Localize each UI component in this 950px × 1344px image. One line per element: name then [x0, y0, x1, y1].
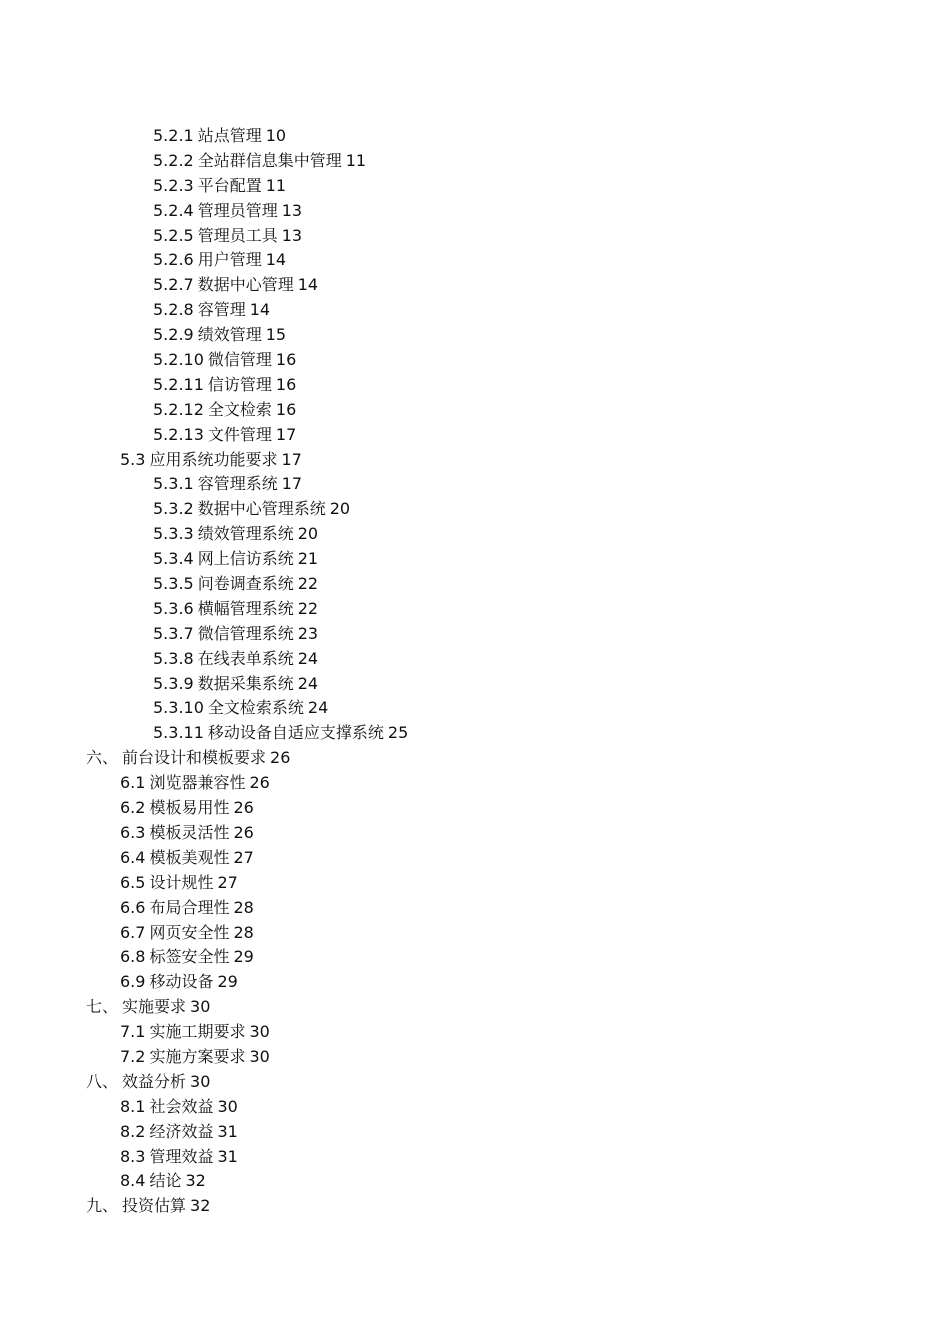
toc-entry-page: 24: [297, 673, 319, 693]
toc-entry-page: 27: [233, 847, 254, 867]
toc-entry-number: 8.4: [120, 1171, 146, 1191]
toc-entry-title: 绩效管理系统: [197, 524, 294, 544]
toc-entry-page: 26: [233, 798, 254, 818]
toc-entry-title: 移动设备自适应支撑系统: [207, 723, 384, 743]
toc-entry-title: 管理员管理: [197, 200, 278, 220]
toc-entry-title: 结论: [149, 1171, 182, 1191]
toc-entry-title: 实施方案要求: [149, 1046, 246, 1066]
toc-entry[interactable]: [0, 1020, 950, 1045]
toc-entry-title: 容管理系统: [197, 474, 278, 494]
toc-entry-page: 23: [297, 623, 319, 643]
toc-entry-number: 6.6: [120, 897, 146, 917]
toc-entry-number: 5.3.11: [153, 723, 204, 743]
toc-entry[interactable]: [0, 696, 950, 721]
toc-entry-page: 30: [190, 997, 211, 1017]
toc-entry-page: 13: [281, 225, 303, 245]
toc-entry-number: 九、: [86, 1196, 119, 1216]
toc-entry[interactable]: [0, 448, 950, 473]
toc-entry-page: 14: [265, 250, 287, 270]
table-of-contents: [0, 124, 950, 1219]
toc-entry[interactable]: [0, 995, 950, 1020]
toc-entry-title: 前台设计和模板要求: [122, 748, 267, 768]
toc-entry-number: 8.3: [120, 1146, 146, 1166]
toc-entry-page: 22: [297, 598, 319, 618]
toc-entry[interactable]: [0, 1045, 950, 1070]
toc-entry[interactable]: [0, 547, 950, 572]
toc-entry[interactable]: [0, 174, 950, 199]
toc-entry[interactable]: [0, 846, 950, 871]
toc-entry[interactable]: [0, 373, 950, 398]
toc-entry-number: 5.3.1: [153, 474, 194, 494]
toc-entry[interactable]: [0, 647, 950, 672]
toc-entry-page: 16: [275, 374, 297, 394]
toc-entry-title: 全文检索: [207, 399, 272, 419]
toc-entry-number: 5.2.6: [153, 250, 194, 270]
toc-entry-page: 20: [297, 524, 319, 544]
toc-entry[interactable]: [0, 199, 950, 224]
toc-entry-page: 10: [265, 126, 287, 145]
toc-entry-title: 问卷调查系统: [197, 574, 294, 594]
toc-entry-number: 5.2.10: [153, 350, 204, 370]
toc-entry-page: 25: [387, 723, 409, 743]
toc-entry[interactable]: [0, 497, 950, 522]
toc-entry-title: 实施要求: [122, 997, 187, 1017]
toc-entry-page: 28: [233, 922, 254, 942]
toc-entry-title: 容管理: [197, 300, 246, 320]
toc-entry-number: 7.1: [120, 1022, 146, 1042]
toc-entry-title: 模板美观性: [149, 847, 230, 867]
toc-entry[interactable]: [0, 721, 950, 746]
toc-entry-page: 30: [190, 1071, 211, 1091]
toc-entry-number: 5.3.3: [153, 524, 194, 544]
toc-entry-title: 经济效益: [149, 1121, 214, 1141]
toc-entry-page: 14: [297, 275, 319, 295]
toc-entry[interactable]: [0, 124, 950, 149]
toc-entry[interactable]: [0, 248, 950, 273]
toc-entry[interactable]: [0, 746, 950, 771]
toc-entry[interactable]: [0, 323, 950, 348]
toc-entry-title: 模板灵活性: [149, 822, 230, 842]
toc-entry-page: 31: [217, 1121, 238, 1141]
toc-entry[interactable]: [0, 821, 950, 846]
toc-entry-title: 移动设备: [149, 972, 214, 992]
toc-entry-page: 31: [217, 1146, 238, 1166]
toc-entry-title: 网页安全性: [149, 922, 230, 942]
toc-entry-title: 布局合理性: [149, 897, 230, 917]
toc-entry-page: 21: [297, 549, 319, 569]
toc-entry-number: 5.2.2: [153, 150, 194, 170]
toc-entry-number: 7.2: [120, 1046, 146, 1066]
toc-entry[interactable]: [0, 423, 950, 448]
toc-entry-title: 社会效益: [149, 1096, 214, 1116]
toc-entry-page: 30: [249, 1046, 270, 1066]
toc-entry-number: 6.1: [120, 773, 146, 793]
toc-entry[interactable]: [0, 1169, 950, 1194]
toc-entry-page: 28: [233, 897, 254, 917]
toc-entry-number: 5.3.10: [153, 698, 204, 718]
toc-entry-number: 5.3.9: [153, 673, 194, 693]
toc-entry-number: 5.3.2: [153, 499, 194, 519]
toc-entry-page: 22: [297, 574, 319, 594]
toc-entry[interactable]: [0, 1070, 950, 1095]
toc-entry-number: 5.3: [120, 449, 146, 469]
toc-entry-title: 数据中心管理系统: [197, 499, 326, 519]
toc-entry-number: 5.2.11: [153, 374, 204, 394]
toc-entry-number: 6.8: [120, 947, 146, 967]
toc-entry[interactable]: [0, 921, 950, 946]
toc-entry-page: 26: [270, 748, 291, 768]
toc-entry-number: 6.3: [120, 822, 146, 842]
toc-entry-number: 5.3.4: [153, 549, 194, 569]
toc-entry-number: 6.2: [120, 798, 146, 818]
toc-entry-title: 用户管理: [197, 250, 262, 270]
toc-entry-page: 29: [217, 972, 238, 992]
toc-entry-number: 5.3.5: [153, 574, 194, 594]
toc-entry-number: 8.1: [120, 1096, 146, 1116]
toc-entry[interactable]: [0, 945, 950, 970]
toc-entry-page: 17: [281, 449, 302, 469]
toc-entry-number: 6.7: [120, 922, 146, 942]
toc-entry-title: 实施工期要求: [149, 1022, 246, 1042]
toc-entry-title: 设计规性: [149, 872, 214, 892]
toc-entry-number: 5.2.9: [153, 325, 194, 345]
toc-entry-page: 11: [265, 175, 287, 195]
toc-entry-number: 5.2.3: [153, 175, 194, 195]
toc-entry-title: 横幅管理系统: [197, 598, 294, 618]
toc-entry-number: 5.2.5: [153, 225, 194, 245]
toc-entry-number: 七、: [86, 997, 119, 1017]
toc-entry-title: 网上信访系统: [197, 549, 294, 569]
toc-entry-title: 数据中心管理: [197, 275, 294, 295]
toc-entry[interactable]: [0, 796, 950, 821]
toc-entry-page: 24: [297, 648, 319, 668]
toc-entry-page: 16: [275, 350, 297, 370]
toc-entry[interactable]: [0, 771, 950, 796]
toc-entry[interactable]: [0, 622, 950, 647]
toc-entry[interactable]: [0, 871, 950, 896]
toc-entry-title: 管理效益: [149, 1146, 214, 1166]
toc-entry-title: 微信管理: [207, 350, 272, 370]
toc-entry-number: 5.2.13: [153, 424, 204, 444]
toc-entry[interactable]: [0, 224, 950, 249]
toc-entry-page: 15: [265, 325, 287, 345]
toc-entry-page: 26: [233, 822, 254, 842]
toc-entry[interactable]: [0, 273, 950, 298]
toc-entry[interactable]: [0, 398, 950, 423]
toc-entry-page: 17: [275, 424, 297, 444]
toc-entry-title: 平台配置: [197, 175, 262, 195]
toc-entry[interactable]: [0, 149, 950, 174]
toc-entry-page: 29: [233, 947, 254, 967]
toc-entry-page: 30: [249, 1022, 270, 1042]
toc-entry-title: 全站群信息集中管理: [197, 150, 342, 170]
toc-entry-number: 八、: [86, 1071, 119, 1091]
toc-entry-title: 绩效管理: [197, 325, 262, 345]
toc-entry-title: 微信管理系统: [197, 623, 294, 643]
toc-entry[interactable]: [0, 298, 950, 323]
toc-entry-page: 32: [185, 1171, 206, 1191]
toc-entry[interactable]: [0, 348, 950, 373]
toc-entry[interactable]: [0, 572, 950, 597]
toc-entry-page: 17: [281, 474, 303, 494]
toc-entry-page: 13: [281, 200, 303, 220]
toc-entry-page: 26: [249, 773, 270, 793]
toc-entry-number: 5.2.4: [153, 200, 194, 220]
toc-entry-page: 27: [217, 872, 238, 892]
toc-entry-page: 30: [217, 1096, 238, 1116]
toc-entry-page: 11: [345, 150, 367, 170]
toc-entry-number: 6.5: [120, 872, 146, 892]
toc-entry-number: 6.9: [120, 972, 146, 992]
toc-entry-number: 5.2.12: [153, 399, 204, 419]
toc-entry-number: 6.4: [120, 847, 146, 867]
toc-entry-title: 站点管理: [197, 126, 262, 145]
toc-entry-title: 应用系统功能要求: [149, 449, 278, 469]
toc-entry-title: 管理员工具: [197, 225, 278, 245]
toc-entry[interactable]: [0, 1145, 950, 1170]
toc-entry-page: 16: [275, 399, 297, 419]
toc-entry-number: 5.2.1: [153, 126, 194, 145]
toc-entry-title: 标签安全性: [149, 947, 230, 967]
toc-entry-title: 浏览器兼容性: [149, 773, 246, 793]
toc-entry[interactable]: [0, 672, 950, 697]
toc-entry-number: 8.2: [120, 1121, 146, 1141]
toc-entry-title: 信访管理: [207, 374, 272, 394]
toc-entry-page: 32: [190, 1196, 211, 1216]
toc-entry-number: 六、: [86, 748, 119, 768]
toc-entry-number: 5.3.6: [153, 598, 194, 618]
toc-entry[interactable]: [0, 1194, 950, 1219]
toc-entry-number: 5.2.8: [153, 300, 194, 320]
toc-entry[interactable]: [0, 1095, 950, 1120]
toc-entry-number: 5.3.7: [153, 623, 194, 643]
toc-entry-title: 效益分析: [122, 1071, 187, 1091]
toc-entry-title: 数据采集系统: [197, 673, 294, 693]
toc-entry-title: 投资估算: [122, 1196, 187, 1216]
toc-entry-page: 20: [329, 499, 351, 519]
toc-entry[interactable]: [0, 522, 950, 547]
toc-entry-number: 5.3.8: [153, 648, 194, 668]
toc-entry-number: 5.2.7: [153, 275, 194, 295]
toc-entry[interactable]: [0, 970, 950, 995]
toc-entry[interactable]: [0, 472, 950, 497]
toc-entry[interactable]: [0, 1120, 950, 1145]
toc-entry-title: 文件管理: [207, 424, 272, 444]
toc-entry-title: 在线表单系统: [197, 648, 294, 668]
toc-entry-title: 全文检索系统: [207, 698, 304, 718]
toc-entry-title: 模板易用性: [149, 798, 230, 818]
toc-entry[interactable]: [0, 597, 950, 622]
toc-entry-page: 14: [249, 300, 271, 320]
toc-entry-page: 24: [307, 698, 329, 718]
toc-entry[interactable]: [0, 896, 950, 921]
